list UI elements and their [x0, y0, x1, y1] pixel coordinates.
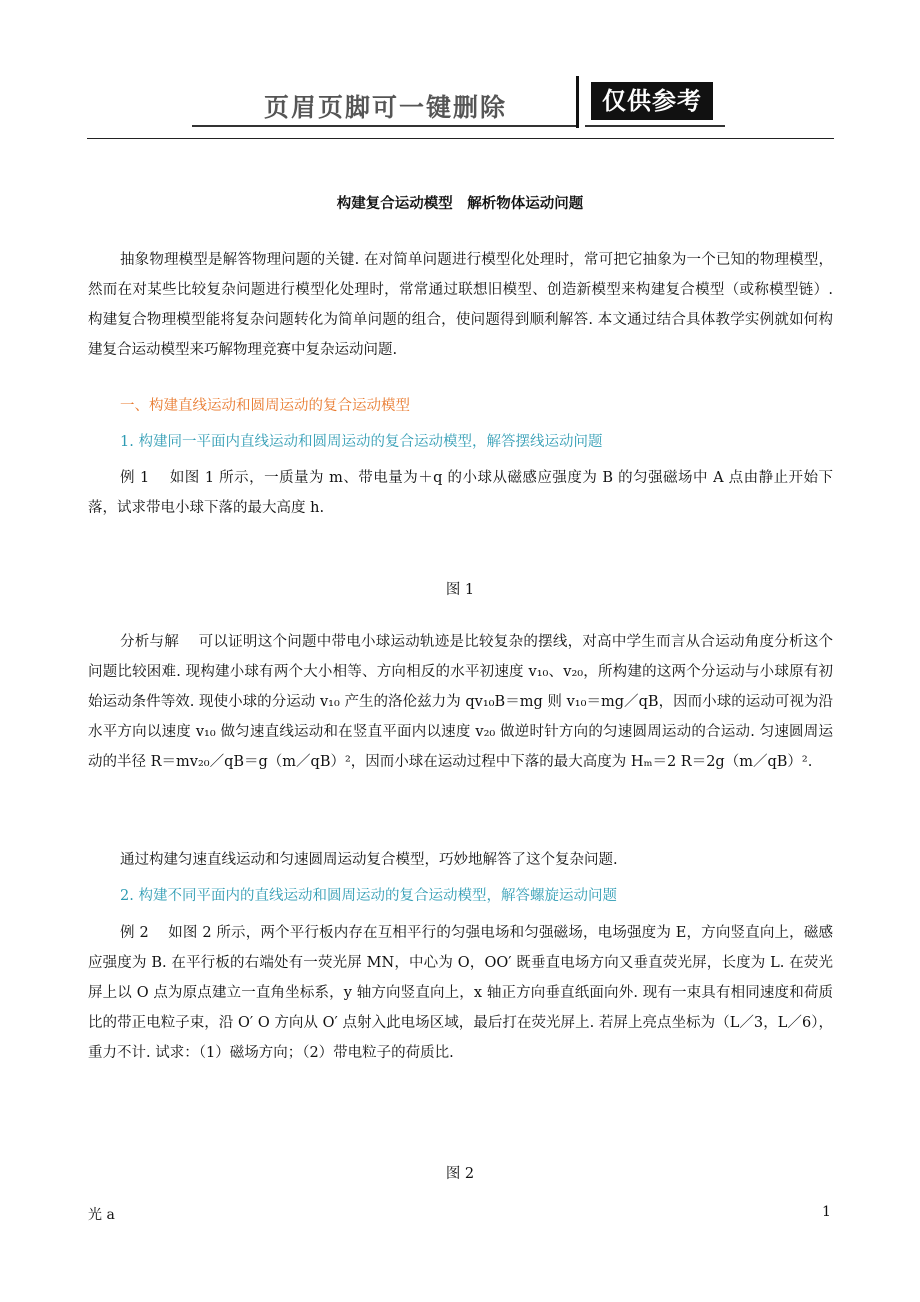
analysis-paragraph: 分析与解 可以证明这个问题中带电小球运动轨迹是比较复杂的摆线，对高中学生而言从合运动角度分析这个问题比较困难. 现构建小球有两个大小相等、方向相反的水平初速度 v₁₀、v₂₀，所构建的这两个分运动与小球原有初始运动条件等效. 现使小球的分运动 v₁₀ 产生的洛伦兹力为 qv₁₀B＝mg 则 v₁₀＝mg／qB，因而小球的运动可视为沿水平方向以速度 v₁₀ 做匀速直线运动和在竖直平面内以速度 v₂₀ 做逆时针方向的匀速圆周运动的合运动. 匀速圆周运动的半径 R＝mv₂₀／qB＝g（m／qB）²，因而小球在运动过程中下落的最大高度为 Hₘ＝2 R＝2g（m／qB）².	[88, 634, 833, 770]
header-underline	[192, 125, 577, 127]
figure-1-caption: 图 1	[445, 582, 475, 598]
example-1: 例 1 如图 1 所示，一质量为 m、带电量为＋q 的小球从磁感应强度为 B 的匀强磁场中 A 点由静止开始下落，试求带电小球下落的最大高度 h.	[88, 470, 833, 516]
footer-left-text: 光 a	[88, 1207, 115, 1223]
header-rule	[87, 138, 834, 139]
header-reference-badge: 仅供参考	[591, 82, 713, 120]
document-title: 构建复合运动模型 解析物体运动问题	[336, 196, 584, 212]
header-delete-note: 页眉页脚可一键删除	[264, 93, 508, 122]
figure-2-caption: 图 2	[445, 1166, 475, 1182]
intro-paragraph: 抽象物理模型是解答物理问题的关键. 在对简单问题进行模型化处理时，常可把它抽象为一个已知的物理模型，然而在对某些比较复杂问题进行模型化处理时，常常通过联想旧模型、创造新模型来构建复合模型（或称模型链）. 构建复合物理模型能将复杂问题转化为简单问题的组合，使问题得到顺利解答. 本文通过结合具体教学实例就如何构建复合运动模型来巧解物理竞赛中复杂运动问题.	[88, 252, 833, 358]
example-2: 例 2 如图 2 所示，两个平行板内存在互相平行的匀强电场和匀强磁场，电场强度为 E，方向竖直向上，磁感应强度为 B. 在平行板的右端处有一荧光屏 MN，中心为 O，OO′ 既垂直电场方向又垂直荧光屏，长度为 L. 在荧光屏上以 O 点为原点建立一直角坐标系，y 轴方向竖直向上，x 轴正方向垂直纸面向外. 现有一束具有相同速度和荷质比的带正电粒子束，沿 O′ O 方向从 O′ 点射入此电场区域，最后打在荧光屏上. 若屏上亮点坐标为（L／3，L／6），重力不计. 试求：（1）磁场方向；（2）带电粒子的荷质比.	[88, 925, 833, 1061]
conclusion-paragraph: 通过构建匀速直线运动和匀速圆周运动复合模型，巧妙地解答了这个复杂问题.	[120, 852, 618, 868]
page-number: 1	[822, 1204, 831, 1220]
subsection-heading-1: 1. 构建同一平面内直线运动和圆周运动的复合运动模型，解答摆线运动问题	[120, 434, 603, 450]
page-header	[0, 0, 920, 140]
header-badge-underline	[585, 125, 725, 127]
header-divider	[576, 76, 579, 128]
section-heading-1: 一、构建直线运动和圆周运动的复合运动模型	[120, 398, 410, 414]
subsection-heading-2: 2. 构建不同平面内的直线运动和圆周运动的复合运动模型，解答螺旋运动问题	[120, 888, 617, 904]
